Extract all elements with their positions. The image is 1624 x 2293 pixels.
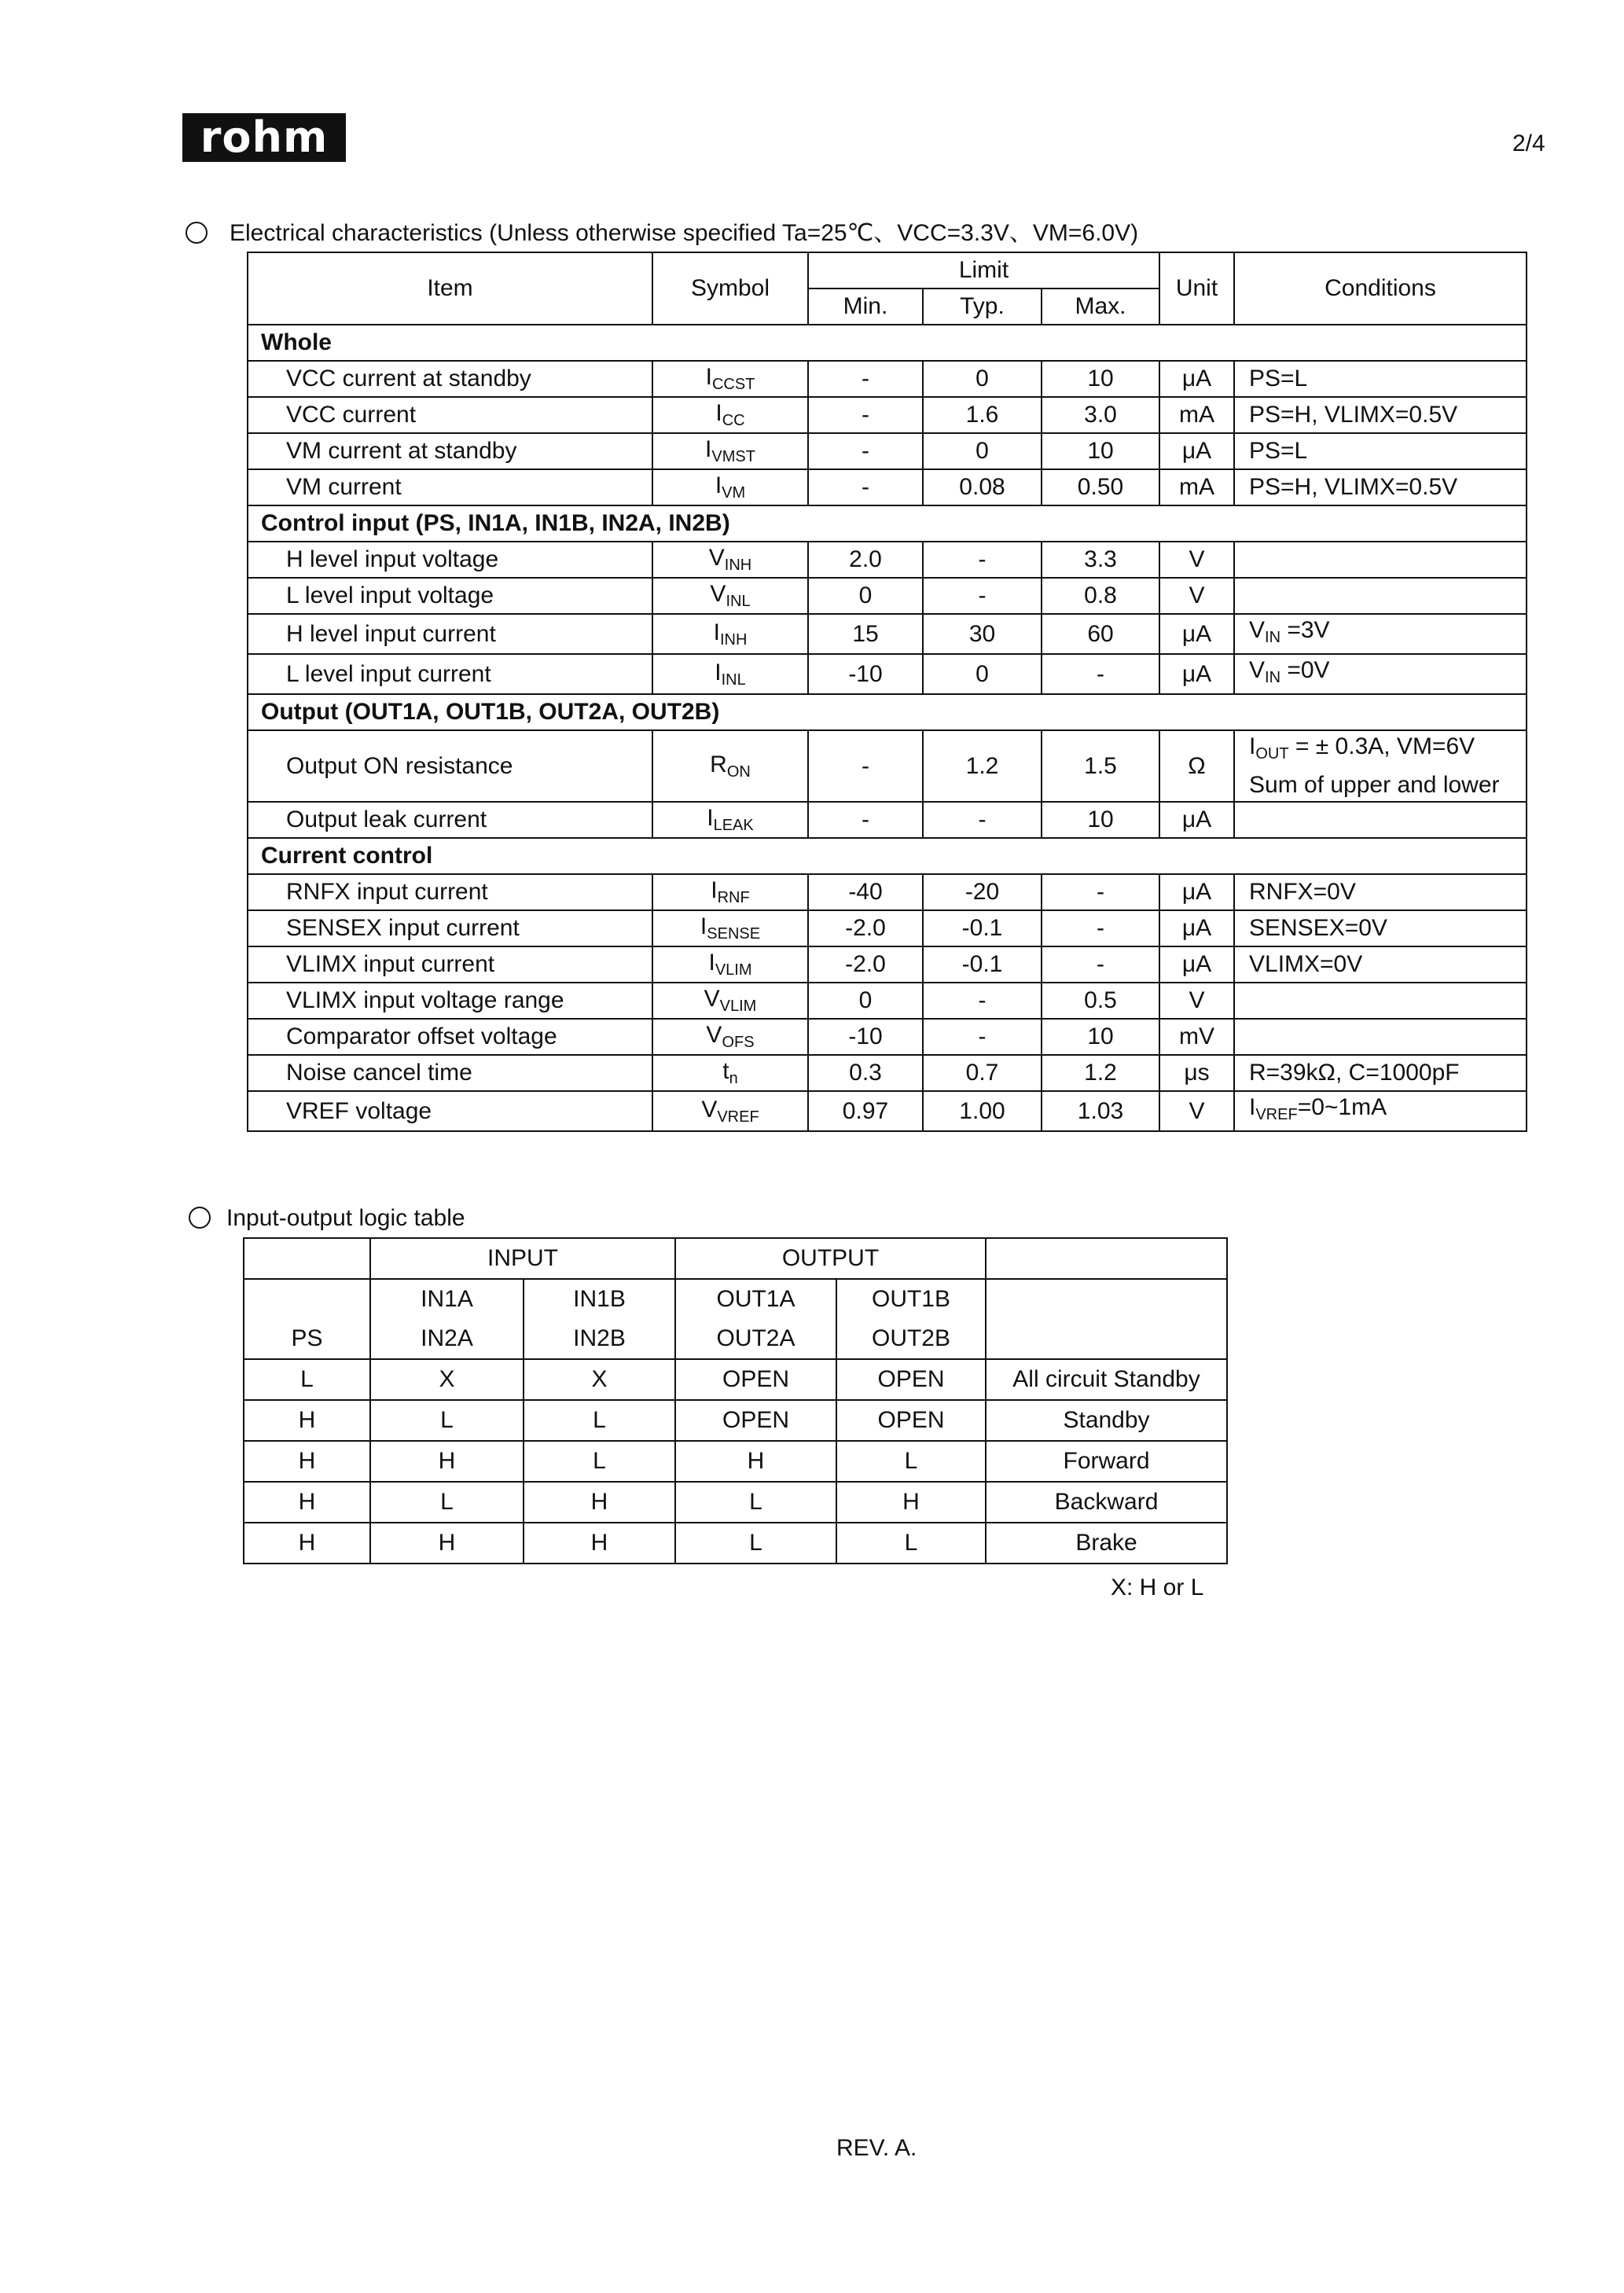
max-value: 10 (1042, 802, 1159, 838)
min-value: 0 (808, 983, 923, 1019)
item-name: RNFX input current (248, 874, 652, 910)
io-header-blank (986, 1279, 1227, 1359)
unit-value: μA (1159, 614, 1234, 654)
symbol-cell (652, 469, 808, 505)
symbol-subscript: SENSE (707, 925, 761, 943)
min-value: - (808, 730, 923, 802)
io-header-output: OUTPUT (675, 1238, 986, 1279)
mode-value: Forward (986, 1441, 1227, 1482)
symbol-cell (652, 1019, 808, 1055)
max-value: 1.2 (1042, 1055, 1159, 1091)
typ-value: 0.08 (923, 469, 1042, 505)
symbol-subscript: OFS (722, 1034, 755, 1051)
in-b-value: H (524, 1482, 675, 1523)
item-name: L level input voltage (248, 578, 652, 614)
symbol-main: I (708, 950, 715, 976)
group-title: Output (OUT1A, OUT1B, OUT2A, OUT2B) (248, 694, 1527, 730)
typ-value: 1.6 (923, 397, 1042, 433)
symbol-subscript: LEAK (713, 817, 754, 834)
symbol-main: V (710, 581, 726, 607)
typ-value: 0.7 (923, 1055, 1042, 1091)
item-name: Output leak current (248, 802, 652, 838)
unit-value: mA (1159, 397, 1234, 433)
symbol-cell (652, 542, 808, 578)
table-row (248, 1091, 1527, 1131)
conditions-subscript: OUT (1255, 745, 1289, 762)
max-value: 0.50 (1042, 469, 1159, 505)
unit-value: μA (1159, 874, 1234, 910)
bullet-circle-icon (189, 1207, 211, 1229)
header-typ: Typ. (923, 288, 1042, 325)
max-value: 0.5 (1042, 983, 1159, 1019)
out-b-value: L (836, 1441, 986, 1482)
mode-value: Brake (986, 1523, 1227, 1564)
conditions-cell (1234, 1091, 1527, 1131)
symbol-main: I (700, 913, 707, 939)
conditions-line (1249, 731, 1526, 770)
header-max: Max. (1042, 288, 1159, 325)
symbol-subscript: n (729, 1070, 738, 1087)
symbol-subscript: VLIM (719, 998, 757, 1015)
typ-value: - (923, 578, 1042, 614)
max-value: 1.5 (1042, 730, 1159, 802)
revision-footer: REV. A. (836, 2135, 917, 2161)
conditions-cell (1234, 654, 1527, 694)
conditions-cell: R=39kΩ, C=1000pF (1234, 1055, 1527, 1091)
max-value: - (1042, 874, 1159, 910)
group-row (248, 325, 1527, 361)
max-value: 10 (1042, 361, 1159, 397)
table-row (248, 730, 1527, 802)
typ-value: 30 (923, 614, 1042, 654)
symbol-cell (652, 802, 808, 838)
unit-value: Ω (1159, 730, 1234, 802)
unit-value: V (1159, 542, 1234, 578)
symbol-subscript: RNF (717, 889, 750, 906)
table-row (248, 1055, 1527, 1091)
item-name: VCC current at standby (248, 361, 652, 397)
table-row (248, 1019, 1527, 1055)
symbol-main: V (704, 986, 720, 1012)
max-value: 3.3 (1042, 542, 1159, 578)
max-value: 3.0 (1042, 397, 1159, 433)
min-value: - (808, 397, 923, 433)
in-b-value: H (524, 1523, 675, 1564)
io-header-in-b: IN1B IN2B (524, 1279, 675, 1359)
unit-value: μA (1159, 361, 1234, 397)
table-row (248, 910, 1527, 946)
max-value: - (1042, 654, 1159, 694)
min-value: 2.0 (808, 542, 923, 578)
conditions-cell (1234, 730, 1527, 802)
table-row (248, 361, 1527, 397)
conditions-subscript: IN (1265, 669, 1281, 686)
out-b-value: OPEN (836, 1359, 986, 1400)
header-limit: Limit (808, 252, 1159, 288)
unit-value: V (1159, 1091, 1234, 1131)
symbol-subscript: ON (726, 762, 751, 781)
symbol-main: I (707, 805, 714, 831)
io-header-blank (244, 1238, 370, 1279)
io-logic-table-title: Input-output logic table (189, 1203, 465, 1234)
symbol-main: I (705, 364, 712, 390)
group-title: Control input (PS, IN1A, IN1B, IN2A, IN2B) (248, 505, 1527, 542)
symbol-main: t (722, 1058, 729, 1084)
min-value: 0 (808, 578, 923, 614)
conditions-cell: PS=H, VLIMX=0.5V (1234, 469, 1527, 505)
max-value: 10 (1042, 433, 1159, 469)
min-value: 0.97 (808, 1091, 923, 1131)
symbol-main: I (715, 400, 722, 426)
conditions-symbol: V (1249, 657, 1266, 683)
max-value: 60 (1042, 614, 1159, 654)
table-row (244, 1482, 1227, 1523)
out-b-value: L (836, 1523, 986, 1564)
item-name: VCC current (248, 397, 652, 433)
min-value: -10 (808, 1019, 923, 1055)
typ-value: - (923, 1019, 1042, 1055)
io-header-input: INPUT (370, 1238, 675, 1279)
symbol-subscript: INH (719, 630, 748, 649)
max-value: 1.03 (1042, 1091, 1159, 1131)
min-value: -2.0 (808, 946, 923, 983)
group-row (248, 838, 1527, 874)
conditions-text: =0V (1280, 657, 1330, 683)
conditions-text: = ± 0.3A, VM=6V (1288, 733, 1475, 759)
symbol-main: I (705, 436, 712, 462)
conditions-cell (1234, 578, 1527, 614)
item-name: Noise cancel time (248, 1055, 652, 1091)
item-name: VLIMX input current (248, 946, 652, 983)
table-row (244, 1523, 1227, 1564)
symbol-main: V (708, 545, 725, 571)
symbol-cell (652, 1091, 808, 1131)
unit-value: mA (1159, 469, 1234, 505)
symbol-cell (652, 614, 808, 654)
out-b-value: H (836, 1482, 986, 1523)
item-name: Output ON resistance (248, 730, 652, 802)
typ-value: - (923, 542, 1042, 578)
out-a-value: H (675, 1441, 836, 1482)
header-item: Item (248, 252, 652, 325)
conditions-text: =3V (1280, 617, 1330, 643)
table-row (248, 874, 1527, 910)
symbol-subscript: CCST (711, 376, 755, 393)
electrical-characteristics-title: Electrical characteristics (Unless otherwise specified Ta=25℃、VCC=3.3V、VM=6.0V) (186, 218, 1138, 249)
mode-value: Standby (986, 1400, 1227, 1441)
page-number: 2/4 (1512, 130, 1545, 156)
typ-value: 0 (923, 433, 1042, 469)
table-row (248, 469, 1527, 505)
symbol-main: I (715, 659, 722, 685)
io-header-blank (986, 1238, 1227, 1279)
unit-value: μA (1159, 910, 1234, 946)
in-a-value: L (370, 1482, 524, 1523)
max-value: 0.8 (1042, 578, 1159, 614)
ps-value: L (244, 1359, 370, 1400)
typ-value: -0.1 (923, 910, 1042, 946)
table-row (244, 1400, 1227, 1441)
typ-value: - (923, 802, 1042, 838)
conditions-cell (1234, 1019, 1527, 1055)
group-row (248, 505, 1527, 542)
conditions-subscript: VREF (1255, 1106, 1298, 1123)
in-a-value: X (370, 1359, 524, 1400)
symbol-cell (652, 1055, 808, 1091)
typ-value: 1.00 (923, 1091, 1042, 1131)
group-title: Current control (248, 838, 1527, 874)
mode-value: Backward (986, 1482, 1227, 1523)
unit-value: mV (1159, 1019, 1234, 1055)
symbol-cell (652, 578, 808, 614)
unit-value: μA (1159, 433, 1234, 469)
conditions-symbol: I (1249, 1094, 1256, 1120)
item-name: L level input current (248, 654, 652, 694)
table-row (248, 802, 1527, 838)
ps-value: H (244, 1441, 370, 1482)
ps-value: H (244, 1482, 370, 1523)
typ-value: -0.1 (923, 946, 1042, 983)
min-value: 0.3 (808, 1055, 923, 1091)
io-header-out-a: OUT1A OUT2A (675, 1279, 836, 1359)
conditions-cell: PS=H, VLIMX=0.5V (1234, 397, 1527, 433)
conditions-text: =0~1mA (1297, 1094, 1387, 1120)
conditions-cell: PS=L (1234, 361, 1527, 397)
min-value: -10 (808, 654, 923, 694)
conditions-symbol: I (1249, 733, 1256, 759)
in-a-value: H (370, 1523, 524, 1564)
symbol-cell (652, 361, 808, 397)
item-name: VREF voltage (248, 1091, 652, 1131)
conditions-cell: SENSEX=0V (1234, 910, 1527, 946)
typ-value: 0 (923, 654, 1042, 694)
symbol-main: V (706, 1022, 722, 1048)
header-unit: Unit (1159, 252, 1234, 325)
out-b-value: OPEN (836, 1400, 986, 1441)
out-a-value: L (675, 1523, 836, 1564)
symbol-subscript: CC (722, 412, 745, 429)
header-symbol: Symbol (652, 252, 808, 325)
conditions-line (1249, 615, 1526, 653)
symbol-subscript: VM (722, 484, 746, 502)
symbol-subscript: INL (721, 671, 746, 689)
typ-value: -20 (923, 874, 1042, 910)
item-name: Comparator offset voltage (248, 1019, 652, 1055)
group-title: Whole (248, 325, 1527, 361)
symbol-cell (652, 874, 808, 910)
min-value: - (808, 469, 923, 505)
conditions-cell: RNFX=0V (1234, 874, 1527, 910)
unit-value: μA (1159, 802, 1234, 838)
item-name: VM current at standby (248, 433, 652, 469)
item-name: SENSEX input current (248, 910, 652, 946)
table-row (248, 397, 1527, 433)
in-b-value: L (524, 1441, 675, 1482)
unit-value: μA (1159, 654, 1234, 694)
symbol-main: R (710, 751, 727, 777)
symbol-subscript: VREF (717, 1108, 759, 1126)
out-a-value: OPEN (675, 1359, 836, 1400)
table-row (248, 946, 1527, 983)
conditions-cell (1234, 542, 1527, 578)
conditions-cell: VLIMX=0V (1234, 946, 1527, 983)
unit-value: V (1159, 983, 1234, 1019)
table-row (248, 654, 1527, 694)
unit-value: μA (1159, 946, 1234, 983)
conditions-cell (1234, 983, 1527, 1019)
table-row (244, 1359, 1227, 1400)
conditions-symbol: V (1249, 617, 1266, 643)
table-row (244, 1441, 1227, 1482)
min-value: -40 (808, 874, 923, 910)
min-value: - (808, 361, 923, 397)
in-b-value: X (524, 1359, 675, 1400)
symbol-subscript: VLIM (715, 961, 752, 979)
symbol-main: I (715, 472, 722, 498)
symbol-cell (652, 910, 808, 946)
typ-value: 1.2 (923, 730, 1042, 802)
symbol-cell (652, 397, 808, 433)
symbol-subscript: VMST (711, 448, 755, 465)
header-conditions: Conditions (1234, 252, 1527, 325)
rohm-logo: rohm (182, 113, 346, 162)
symbol-cell (652, 730, 808, 802)
conditions-cell (1234, 802, 1527, 838)
in-a-value: H (370, 1441, 524, 1482)
ps-value: H (244, 1523, 370, 1564)
max-value: 10 (1042, 1019, 1159, 1055)
header-min: Min. (808, 288, 923, 325)
conditions-line (1249, 655, 1526, 693)
symbol-main: I (711, 877, 718, 903)
item-name: H level input voltage (248, 542, 652, 578)
table-row (248, 542, 1527, 578)
min-value: 15 (808, 614, 923, 654)
symbol-subscript: INL (726, 593, 751, 610)
max-value: - (1042, 946, 1159, 983)
ps-value: H (244, 1400, 370, 1441)
io-header-in-a: IN1A IN2A (370, 1279, 524, 1359)
symbol-main: I (713, 619, 720, 645)
item-name: VLIMX input voltage range (248, 983, 652, 1019)
symbol-cell (652, 946, 808, 983)
table-row (248, 578, 1527, 614)
conditions-subscript: IN (1265, 629, 1281, 646)
electrical-characteristics-table (247, 252, 1527, 1132)
mode-value: All circuit Standby (986, 1359, 1227, 1400)
min-value: - (808, 433, 923, 469)
group-row (248, 694, 1527, 730)
io-table-note: X: H or L (1111, 1575, 1204, 1600)
conditions-cell (1234, 614, 1527, 654)
conditions-line (1249, 1092, 1526, 1130)
symbol-cell (652, 654, 808, 694)
table-row (248, 433, 1527, 469)
typ-value: 0 (923, 361, 1042, 397)
symbol-main: V (701, 1096, 718, 1123)
table-row (248, 614, 1527, 654)
min-value: -2.0 (808, 910, 923, 946)
symbol-subscript: INH (724, 557, 752, 574)
out-a-value: OPEN (675, 1400, 836, 1441)
conditions-line-2: Sum of upper and lower (1249, 772, 1500, 798)
in-a-value: L (370, 1400, 524, 1441)
typ-value: - (923, 983, 1042, 1019)
in-b-value: L (524, 1400, 675, 1441)
io-header-ps: PS (244, 1279, 370, 1359)
io-logic-table (243, 1237, 1228, 1564)
conditions-cell: PS=L (1234, 433, 1527, 469)
symbol-cell (652, 983, 808, 1019)
unit-value: μs (1159, 1055, 1234, 1091)
table-row (248, 983, 1527, 1019)
item-name: H level input current (248, 614, 652, 654)
bullet-circle-icon (186, 222, 208, 244)
out-a-value: L (675, 1482, 836, 1523)
max-value: - (1042, 910, 1159, 946)
item-name: VM current (248, 469, 652, 505)
unit-value: V (1159, 578, 1234, 614)
symbol-cell (652, 433, 808, 469)
io-header-out-b: OUT1B OUT2B (836, 1279, 986, 1359)
min-value: - (808, 802, 923, 838)
